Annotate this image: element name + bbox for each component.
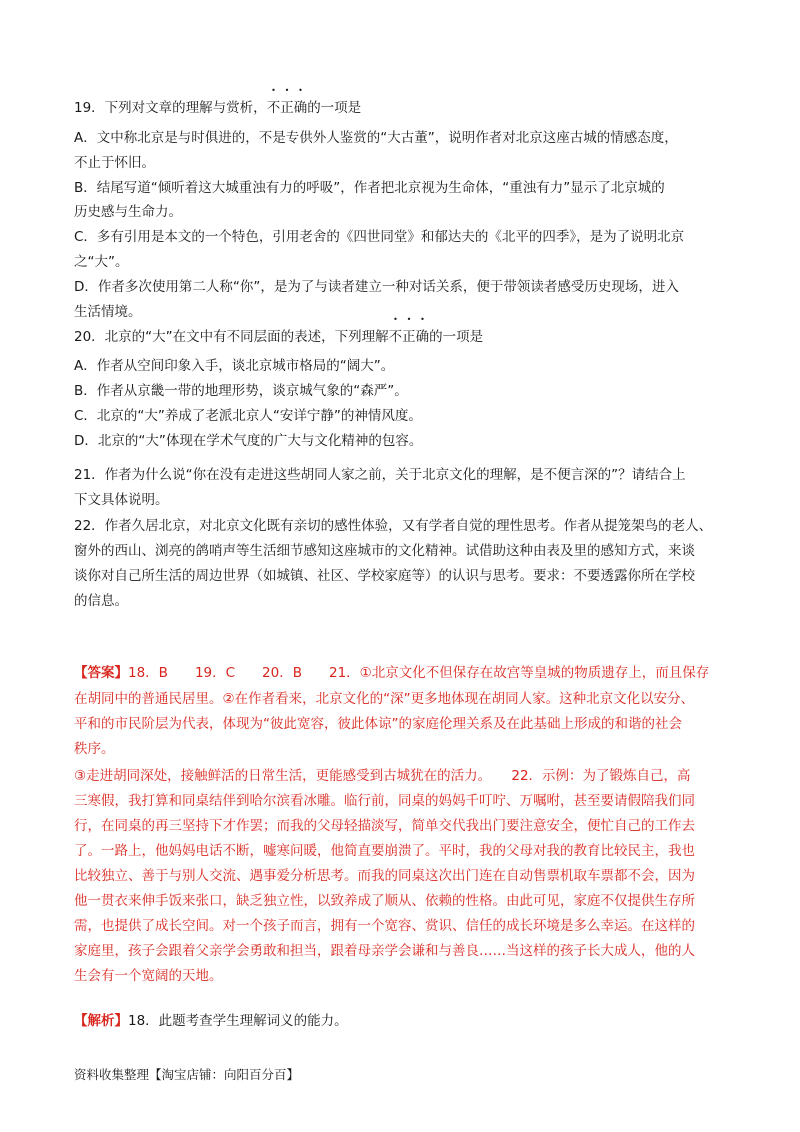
q19-option-b-line2: 历史感与生命力。 [74, 204, 182, 220]
answer-line-4: 秩序。 [74, 741, 115, 757]
answer-line-10: 他一贯衣来伸手饭来张口，缺乏独立性，以致养成了顺从、依赖的性格。由此可见，家庭不仅提供生存所 [74, 893, 695, 909]
emphasis-char: 正 [280, 100, 294, 116]
answer-line-3: 平和的市民阶层为代表，体现为“彼此宽容，彼此体谅”的家庭伦理关系及在此基础上形成的和谐的社会 [74, 716, 682, 732]
answer-label: 【答案】 [74, 665, 128, 681]
q20-stem [74, 327, 483, 347]
q19-option-d-line1: D．作者多次使用第二人称“你”，是为了与读者建立一种对话关系，便于带领读者感受历史现场，进入 [74, 279, 679, 295]
q20-stem-tail: 的一项是 [429, 329, 484, 345]
emphasis-char: 确 [293, 100, 308, 116]
q19-option-c-line1: C．多有引用是本文的一个特色，引用老舍的《四世同堂》和郁达夫的《北平的四季》，是为了说明北京 [74, 229, 685, 245]
q20-option-a: A．作者从空间印象入手，谈北京城市格局的“阔大”。 [74, 358, 395, 374]
answer-line-12: 家庭里，孩子会跟着父亲学会勇敢和担当，跟着母亲学会谦和与善良……当这样的孩子长大成人，他的人 [74, 943, 695, 959]
emphasis-char: 正 [402, 329, 416, 345]
answer-line-11: 需，也提供了成长空间。对一个孩子而言，拥有一个宽容、赏识、信任的成长环境是多么幸运。在这样的 [74, 918, 695, 934]
q19-stem-text: 19．下列对文章的理解与赏析， [74, 100, 267, 116]
q22-line1: 22．作者久居北京，对北京文化既有亲切的感性体验，又有学者自觉的理性思考。作者从提笼架鸟的老人、 [74, 518, 713, 534]
answer-text: 18．B 19．C 20．B 21．①北京文化不但保存在故宫等皇城的物质遗存上，而且保存 [128, 665, 710, 681]
answer-line-2: 在胡同中的普通民居里。②在作者看来，北京文化的“深”更多地体现在胡同人家。这种北京文化以安分、 [74, 691, 695, 707]
q21-line2: 下文具体说明。 [74, 492, 169, 508]
emphasis-char: 不 [388, 329, 403, 345]
footer-note: 资料收集整理【淘宝店铺：向阳百分百】 [74, 1067, 300, 1082]
answer-line-8: 了。一路上，他妈妈电话不断，嘘寒问暖，他简直要崩溃了。平时，我的父母对我的教育比较民主，我也 [74, 843, 695, 859]
answer-line-1 [74, 663, 709, 683]
emphasis-char: 确 [415, 329, 430, 345]
q20-option-d: D．北京的“大”体现在学术气度的广大与文化精神的包容。 [74, 433, 423, 449]
answer-line-5: ③走进胡同深处，接触鲜活的日常生活，更能感受到古城犹在的活力。 22．示例：为了锻炼自己，高 [74, 768, 691, 784]
q21-line1: 21．作者为什么说“你在没有走进这些胡同人家之前，关于北京文化的理解，是不便言深的”？请结合上 [74, 467, 686, 483]
analysis-line [74, 1011, 348, 1031]
q20-stem-text: 20．北京的“大”在文中有不同层面的表述，下列理解 [74, 329, 389, 345]
q19-option-d-line2: 生活情境。 [74, 304, 142, 320]
q19-stem-tail: 的一项是 [307, 100, 362, 116]
q22-line3: 谈你对自己所生活的周边世界（如城镇、社区、学校家庭等）的认识与思考。要求：不要透露你所在学校 [74, 568, 695, 584]
analysis-text: 18．此题考查学生理解词义的能力。 [128, 1013, 348, 1029]
answer-line-13: 生会有一个宽阔的天地。 [74, 968, 223, 984]
q19-option-a-line1: A．文中称北京是与时俱进的，不是专供外人鉴赏的“大古董”，说明作者对北京这座古城的情感态度， [74, 130, 678, 146]
q19-option-b-line1: B．结尾写道“倾听着这大城重浊有力的呼吸”，作者把北京视为生命体，“重浊有力”显示了北京城的 [74, 180, 665, 196]
answer-line-7: 行，在同桌的再三坚持下才作罢；而我的父母轻描淡写，简单交代我出门要注意安全，便忙自己的工作去 [74, 818, 695, 834]
answer-line-9: 比较独立、善于与别人交流、遇事爱分析思考。而我的同桌这次出门连在自动售票机取车票都不会，因为 [74, 868, 695, 884]
q19-option-a-line2: 不止于怀旧。 [74, 155, 155, 171]
q19-option-c-line2: 之“大”。 [74, 254, 129, 270]
emphasis-char: 不 [266, 100, 281, 116]
q22-line4: 的信息。 [74, 593, 128, 609]
q22-line2: 窗外的西山、浏亮的鸽哨声等生活细节感知这座城市的文化精神。试借助这种由表及里的感知方式，来谈 [74, 543, 695, 559]
q19-stem [74, 98, 361, 118]
q20-option-c: C．北京的“大”养成了老派北京人“安详宁静”的神情风度。 [74, 408, 422, 424]
answer-line-6: 三寒假，我打算和同桌结伴到哈尔滨看冰雕。临行前，同桌的妈妈千叮咛、万嘱咐，甚至要请假陪我们同 [74, 793, 695, 809]
analysis-label: 【解析】 [74, 1013, 128, 1029]
q20-option-b: B．作者从京畿一带的地理形势，谈京城气象的“森严”。 [74, 383, 408, 399]
